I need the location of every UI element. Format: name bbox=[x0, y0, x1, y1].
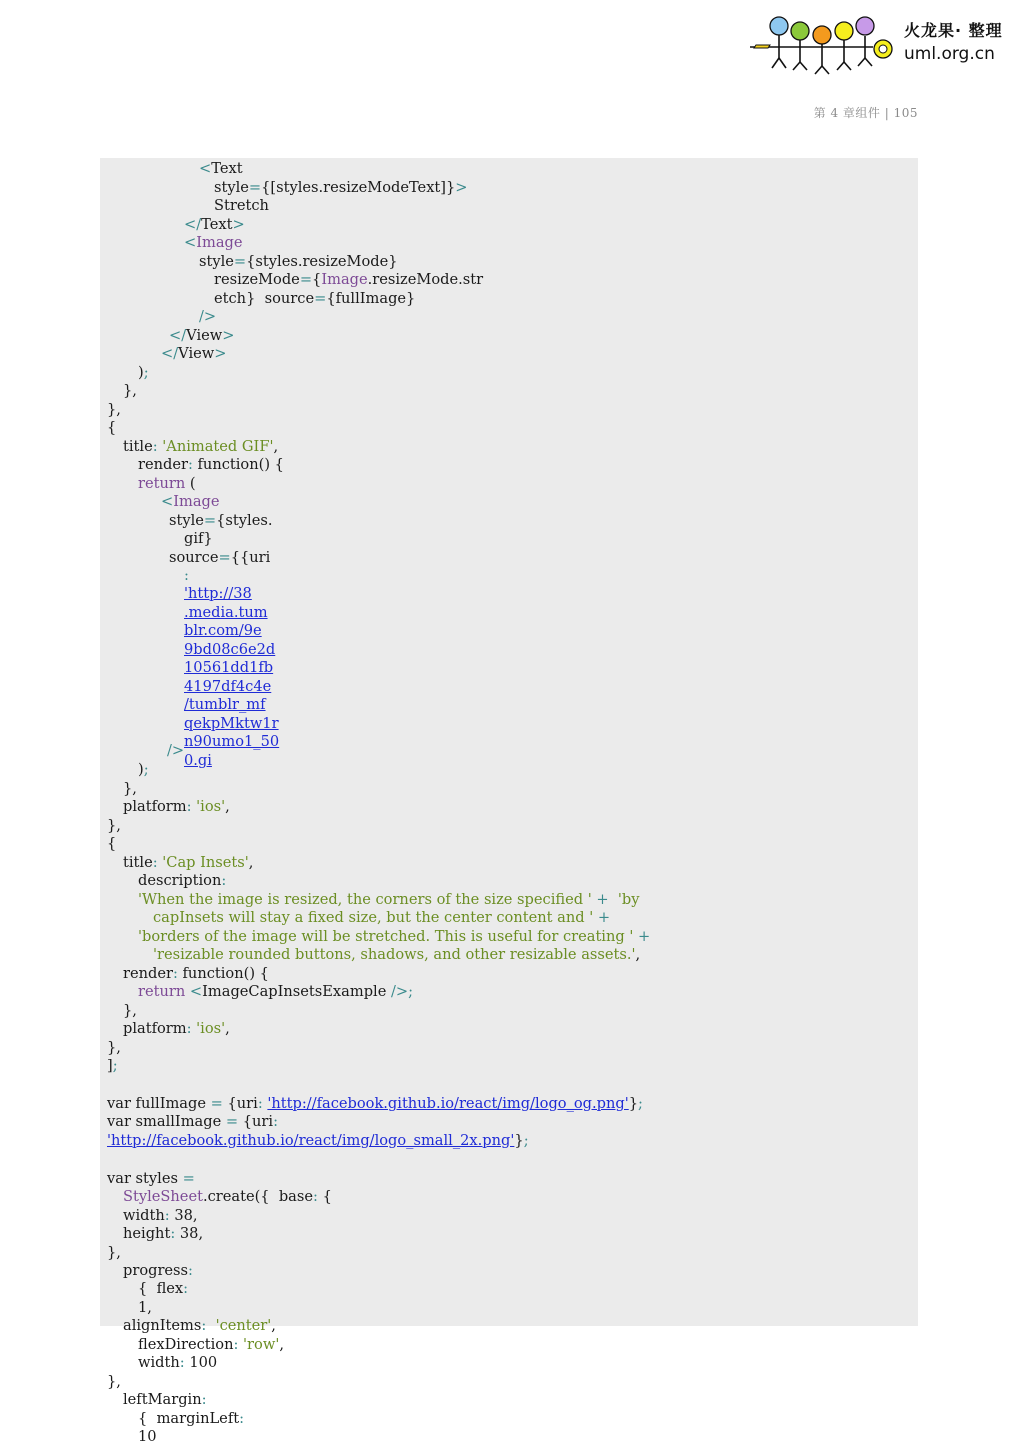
code-token: = bbox=[314, 290, 327, 307]
code-token: 'Animated GIF' bbox=[162, 438, 274, 455]
code-line bbox=[123, 1207, 198, 1225]
code-token: Image bbox=[173, 493, 220, 510]
code-token: </ bbox=[184, 216, 202, 233]
code-line bbox=[138, 1336, 284, 1354]
code-token: alignItems bbox=[123, 1317, 202, 1334]
code-token: /> bbox=[167, 742, 185, 759]
code-token bbox=[206, 1317, 215, 1334]
code-token: : bbox=[186, 798, 192, 815]
code-token: = bbox=[225, 1113, 239, 1130]
code-line bbox=[184, 696, 266, 714]
code-token: width bbox=[138, 1354, 180, 1371]
code-line bbox=[123, 798, 230, 816]
code-token: , bbox=[271, 1317, 276, 1334]
code-token: { bbox=[107, 835, 117, 852]
code-token: style bbox=[199, 253, 234, 270]
code-token: title bbox=[123, 854, 153, 871]
code-token: Text bbox=[211, 160, 243, 177]
code-token: > bbox=[455, 179, 468, 196]
code-token: = bbox=[218, 549, 231, 566]
code-token: : bbox=[152, 854, 158, 871]
code-token: : bbox=[201, 1317, 207, 1334]
code-token: capInsets will stay a fixed size, but the center content and ' bbox=[153, 909, 598, 926]
code-token: , bbox=[225, 798, 230, 815]
code-token: var smallImage bbox=[107, 1113, 226, 1130]
code-line bbox=[138, 983, 413, 1001]
code-line bbox=[184, 567, 189, 585]
code-link[interactable]: 'http://facebook.github.io/react/img/logo_small_2x.png' bbox=[107, 1132, 515, 1149]
code-line bbox=[169, 512, 272, 530]
code-token: }, bbox=[123, 1002, 137, 1019]
code-token: = bbox=[182, 1170, 195, 1187]
code-line bbox=[153, 946, 640, 964]
code-line bbox=[199, 253, 398, 271]
code-line bbox=[184, 585, 252, 603]
code-token: : bbox=[179, 1354, 185, 1371]
code-line bbox=[199, 160, 243, 178]
code-line bbox=[107, 1373, 121, 1391]
code-link[interactable]: blr.com/9e bbox=[184, 622, 262, 639]
code-token: + bbox=[638, 928, 651, 945]
code-token: : bbox=[183, 1280, 189, 1297]
code-line bbox=[107, 1039, 121, 1057]
code-line bbox=[138, 456, 284, 474]
code-token: : bbox=[313, 1188, 318, 1205]
logo-url: uml.org.cn bbox=[904, 44, 995, 64]
code-token: style bbox=[169, 512, 204, 529]
code-line bbox=[123, 382, 137, 400]
code-token: > bbox=[232, 216, 245, 233]
code-token: }, bbox=[107, 1039, 121, 1056]
code-token: ) bbox=[138, 761, 144, 778]
code-token: , bbox=[225, 1020, 230, 1037]
code-link[interactable]: n90umo1_50 bbox=[184, 733, 280, 750]
code-token: : bbox=[221, 872, 227, 889]
code-token: 'by bbox=[608, 891, 640, 908]
code-line bbox=[184, 530, 213, 548]
code-token: : bbox=[152, 438, 158, 455]
code-token: ; bbox=[523, 1132, 529, 1149]
code-line bbox=[107, 817, 121, 835]
code-token: : bbox=[164, 1207, 170, 1224]
code-token: platform bbox=[123, 798, 187, 815]
code-token: View bbox=[186, 327, 223, 344]
code-token: , bbox=[273, 438, 279, 455]
code-token: description bbox=[138, 872, 222, 889]
code-token: etch} source bbox=[214, 290, 315, 307]
code-line bbox=[184, 659, 273, 677]
code-link[interactable]: 9bd08c6e2d bbox=[184, 641, 276, 658]
code-line bbox=[107, 1170, 195, 1188]
code-token: }, bbox=[107, 817, 121, 834]
code-line bbox=[107, 1132, 529, 1150]
code-token: />; bbox=[390, 983, 414, 1000]
code-token: : bbox=[233, 1336, 239, 1353]
code-token: 'row' bbox=[243, 1336, 280, 1353]
code-token: , bbox=[279, 1336, 284, 1353]
code-token: = bbox=[248, 179, 262, 196]
code-line bbox=[123, 965, 269, 983]
code-line bbox=[123, 1188, 332, 1206]
code-line bbox=[184, 622, 262, 640]
code-token: flexDirection bbox=[138, 1336, 234, 1353]
code-token: 'When the image is resized, the corners of the size specified ' bbox=[138, 891, 597, 908]
code-token: + bbox=[597, 909, 611, 926]
code-token: 'ios' bbox=[196, 1020, 226, 1037]
code-link[interactable]: qekpMktw1r bbox=[184, 715, 279, 732]
code-link[interactable]: 'http://facebook.github.io/react/img/logo_og.png' bbox=[267, 1095, 629, 1112]
code-link[interactable]: .media.tum bbox=[184, 604, 268, 621]
code-token: 'Cap Insets' bbox=[162, 854, 249, 871]
code-token: : bbox=[188, 1262, 193, 1279]
code-token: } bbox=[514, 1132, 524, 1149]
code-line bbox=[123, 1262, 193, 1280]
code-token: : bbox=[201, 1391, 207, 1408]
code-line bbox=[214, 271, 483, 289]
code-token: var styles bbox=[107, 1170, 183, 1187]
code-line bbox=[167, 742, 184, 760]
code-token: {styles. bbox=[216, 512, 273, 529]
code-line bbox=[184, 733, 279, 751]
code-line bbox=[107, 1113, 278, 1131]
code-line bbox=[138, 891, 640, 909]
code-token: : bbox=[170, 1225, 176, 1242]
code-line bbox=[138, 928, 650, 946]
code-token: function() { bbox=[192, 456, 284, 473]
code-token: , bbox=[248, 854, 254, 871]
code-token: .resizeMode.str bbox=[367, 271, 484, 288]
code-token: render bbox=[123, 965, 173, 982]
code-token: {fullImage} bbox=[326, 290, 416, 307]
code-token: width bbox=[123, 1207, 165, 1224]
code-line bbox=[138, 761, 149, 779]
code-token: = bbox=[233, 253, 247, 270]
code-line bbox=[107, 419, 116, 437]
code-token: ImageCapInsetsExample bbox=[202, 983, 391, 1000]
code-line bbox=[138, 1410, 244, 1428]
code-token: : bbox=[186, 1020, 192, 1037]
code-token: = bbox=[299, 271, 313, 288]
code-line bbox=[184, 752, 212, 770]
code-token: }, bbox=[123, 780, 137, 797]
code-token: 'resizable rounded buttons, shadows, and other resizable assets.' bbox=[153, 946, 636, 963]
code-line bbox=[107, 1095, 643, 1113]
code-token: 100 bbox=[184, 1354, 218, 1371]
code-line bbox=[123, 1020, 230, 1038]
code-token: 1, bbox=[138, 1299, 152, 1316]
code-line bbox=[184, 234, 243, 252]
code-token: ( bbox=[185, 475, 196, 492]
code-token: {uri bbox=[222, 1095, 258, 1112]
code-token: = bbox=[210, 1095, 223, 1112]
code-line bbox=[214, 179, 468, 197]
code-token: ; bbox=[143, 761, 149, 778]
code-token: ] bbox=[107, 1057, 113, 1074]
code-token: return bbox=[138, 475, 186, 492]
code-token: leftMargin bbox=[123, 1391, 202, 1408]
code-token: < bbox=[161, 493, 174, 510]
code-token: 38, bbox=[169, 1207, 198, 1224]
code-token: var fullImage bbox=[107, 1095, 211, 1112]
code-token: progress bbox=[123, 1262, 189, 1279]
code-line bbox=[123, 1391, 207, 1409]
code-token: ; bbox=[638, 1095, 643, 1112]
code-token: ; bbox=[112, 1057, 118, 1074]
code-line bbox=[169, 549, 270, 567]
code-line bbox=[107, 1057, 118, 1075]
code-line bbox=[107, 835, 116, 853]
code-line bbox=[123, 1225, 203, 1243]
code-token: {uri bbox=[238, 1113, 274, 1130]
code-token: { flex bbox=[138, 1280, 184, 1297]
code-token: </ bbox=[169, 327, 187, 344]
code-line bbox=[199, 308, 216, 326]
code-line bbox=[138, 872, 226, 890]
code-line bbox=[123, 1002, 137, 1020]
code-token: function() { bbox=[177, 965, 269, 982]
code-token: { bbox=[312, 271, 322, 288]
code-line bbox=[138, 364, 149, 382]
code-token: style bbox=[214, 179, 249, 196]
code-line bbox=[123, 854, 253, 872]
code-token: title bbox=[123, 438, 153, 455]
code-token: Image bbox=[196, 234, 243, 251]
code-token: source bbox=[169, 549, 219, 566]
code-token: { bbox=[317, 1188, 332, 1205]
code-token: }, bbox=[123, 382, 137, 399]
code-line bbox=[169, 327, 234, 345]
code-token: < bbox=[184, 234, 197, 251]
code-token: }, bbox=[107, 401, 121, 418]
code-token: render bbox=[138, 456, 188, 473]
code-token: StyleSheet bbox=[123, 1188, 203, 1205]
code-token: + bbox=[596, 891, 609, 908]
code-token: resizeMode bbox=[214, 271, 300, 288]
code-token: ) bbox=[138, 364, 144, 381]
code-token: height bbox=[123, 1225, 171, 1242]
code-link[interactable]: 4197df4c4e bbox=[184, 678, 272, 695]
code-line bbox=[107, 401, 121, 419]
code-token: }, bbox=[107, 1244, 121, 1261]
code-line bbox=[138, 1354, 217, 1372]
code-token: 38, bbox=[175, 1225, 204, 1242]
code-token: .create({ base bbox=[202, 1188, 314, 1205]
code-line bbox=[138, 1299, 152, 1317]
code-token: > bbox=[222, 327, 235, 344]
code-token: gif} bbox=[184, 530, 213, 547]
code-link[interactable]: 'http://38 bbox=[184, 585, 252, 602]
code-token: : bbox=[172, 965, 178, 982]
code-token: { bbox=[107, 419, 117, 436]
code-line bbox=[138, 475, 196, 493]
code-token: = bbox=[203, 512, 217, 529]
code-token: return bbox=[138, 983, 186, 1000]
code-token: platform bbox=[123, 1020, 187, 1037]
code-token: </ bbox=[161, 345, 179, 362]
code-line bbox=[214, 290, 415, 308]
code-token: < bbox=[199, 160, 212, 177]
logo-title: 火龙果· 整理 bbox=[904, 21, 1003, 40]
chapter-page-header: 第 4 章组件 | 105 bbox=[813, 106, 918, 120]
code-line bbox=[184, 216, 245, 234]
code-line bbox=[123, 780, 137, 798]
code-token: }, bbox=[107, 1373, 121, 1390]
code-token: 'center' bbox=[215, 1317, 272, 1334]
code-token: : bbox=[239, 1410, 245, 1427]
code-line bbox=[214, 197, 269, 215]
code-token: : bbox=[187, 456, 193, 473]
code-token: { marginLeft bbox=[138, 1410, 240, 1427]
code-token: {styles.resizeMode} bbox=[246, 253, 398, 270]
code-line bbox=[184, 604, 268, 622]
code-token: : bbox=[273, 1113, 278, 1130]
code-token: 10 bbox=[138, 1428, 157, 1445]
code-token: 'borders of the image will be stretched. This is useful for creating ' bbox=[138, 928, 639, 945]
code-line bbox=[123, 1317, 276, 1335]
code-token: : bbox=[257, 1095, 263, 1112]
code-line bbox=[184, 641, 275, 659]
code-line bbox=[184, 715, 279, 733]
code-token: Stretch bbox=[214, 197, 269, 214]
code-line bbox=[107, 1244, 121, 1262]
code-token: 'ios' bbox=[196, 798, 226, 815]
code-token: : bbox=[184, 567, 189, 584]
code-token: } bbox=[628, 1095, 639, 1112]
code-token: ; bbox=[143, 364, 149, 381]
code-token: > bbox=[214, 345, 227, 362]
code-line bbox=[161, 345, 226, 363]
code-link[interactable]: 0.gi bbox=[184, 752, 212, 769]
code-token: View bbox=[178, 345, 215, 362]
code-line bbox=[161, 493, 220, 511]
code-line bbox=[138, 1280, 188, 1298]
code-line bbox=[138, 1428, 157, 1446]
code-line bbox=[153, 909, 610, 927]
code-line bbox=[123, 438, 278, 456]
code-token: < bbox=[189, 983, 203, 1000]
code-link[interactable]: 10561dd1fb bbox=[184, 659, 274, 676]
code-token: , bbox=[635, 946, 641, 963]
code-link[interactable]: /tumblr_mf bbox=[184, 696, 266, 713]
code-token: {[styles.resizeModeText]} bbox=[261, 179, 456, 196]
code-token: Text bbox=[201, 216, 233, 233]
code-token: {{uri bbox=[230, 549, 271, 566]
code-token: /> bbox=[199, 308, 217, 325]
code-token: Image bbox=[321, 271, 368, 288]
code-line bbox=[184, 678, 271, 696]
